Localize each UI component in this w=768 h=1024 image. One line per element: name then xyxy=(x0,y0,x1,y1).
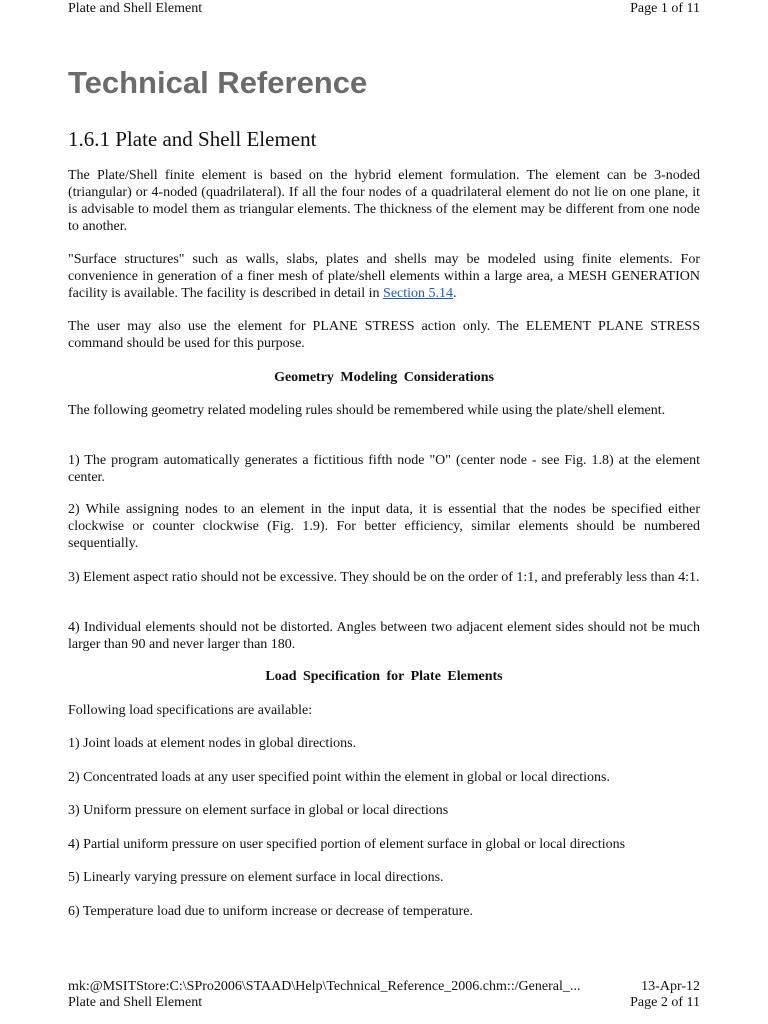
geometry-rule-1: 1) The program automatically generates a fictitious fifth node "O" (center node - see Fig. 1.8) at the element center. xyxy=(68,453,700,485)
geometry-intro: The following geometry related modeling rules should be remembered while using the plate/shell element. xyxy=(68,403,666,418)
load-item-6: 6) Temperature load due to uniform increase or decrease of temperature. xyxy=(68,904,473,919)
geometry-rule-2: 2) While assigning nodes to an element in the input data, it is essential that the nodes be specified either clockwise or counter clockwise (Fig. 1.9). For better efficiency, similar elements should be numbered sequentially. xyxy=(68,502,700,551)
paragraph-surface-structures xyxy=(68,251,700,302)
page-header xyxy=(68,0,700,18)
paragraph-text: "Surface structures" such as walls, slabs, plates and shells may be modeled using finite elements. For convenience in generation of a finer mesh of plate/shell elements within a large area, a MESH GENERATION facility is available. The facility is described in detail in xyxy=(68,252,700,301)
load-intro: Following load specifications are available: xyxy=(68,703,313,718)
header-page-number: Page 1 of 11 xyxy=(630,1,700,16)
header-title: Plate and Shell Element xyxy=(68,1,203,16)
load-item-2: 2) Concentrated loads at any user specified point within the element in global or local directions. xyxy=(68,770,610,785)
footer-source-path: mk:@MSITStore:C:\SPro2006\STAAD\Help\Technical_Reference_2006.chm::/General_... xyxy=(68,979,581,994)
section-heading: 1.6.1 Plate and Shell Element xyxy=(68,127,317,151)
next-page-title: Plate and Shell Element xyxy=(68,995,203,1010)
next-page-number: Page 2 of 11 xyxy=(630,995,700,1010)
load-item-4: 4) Partial uniform pressure on user specified portion of element surface in global or local directions xyxy=(68,837,626,852)
load-item-5: 5) Linearly varying pressure on element surface in local directions. xyxy=(68,870,444,885)
geometry-rule-3: 3) Element aspect ratio should not be excessive. They should be on the order of 1:1, and preferably less than 4:1. xyxy=(68,570,700,585)
load-item-1: 1) Joint loads at element nodes in global directions. xyxy=(68,736,357,751)
paragraph-intro: The Plate/Shell finite element is based on the hybrid element formulation. The element can be 3-noded (triangular) or 4-noded (quadrilateral). If all the four nodes of a quadrilateral element do not lie on one plane, it is advisable to model them as triangular elements. The thickness of the element may be different from one node to another. xyxy=(68,168,700,234)
section-5-14-link[interactable]: Section 5.14 xyxy=(383,286,454,301)
load-item-3: 3) Uniform pressure on element surface in global or local directions xyxy=(68,803,449,818)
paragraph-plane-stress: The user may also use the element for PLANE STRESS action only. The ELEMENT PLANE STRESS command should be used for this purpose. xyxy=(68,319,700,351)
geometry-rule-4: 4) Individual elements should not be distorted. Angles between two adjacent element sides should not be much larger than 90 and never larger than 180. xyxy=(68,620,700,652)
next-page-header xyxy=(68,994,700,1011)
footer-date: 13-Apr-12 xyxy=(641,979,700,994)
document-title: Technical Reference xyxy=(68,65,368,100)
load-heading: Load Specification for Plate Elements xyxy=(265,669,503,684)
geometry-heading: Geometry Modeling Considerations xyxy=(274,370,494,385)
paragraph-text-end: . xyxy=(453,286,457,301)
page-footer xyxy=(68,978,700,995)
